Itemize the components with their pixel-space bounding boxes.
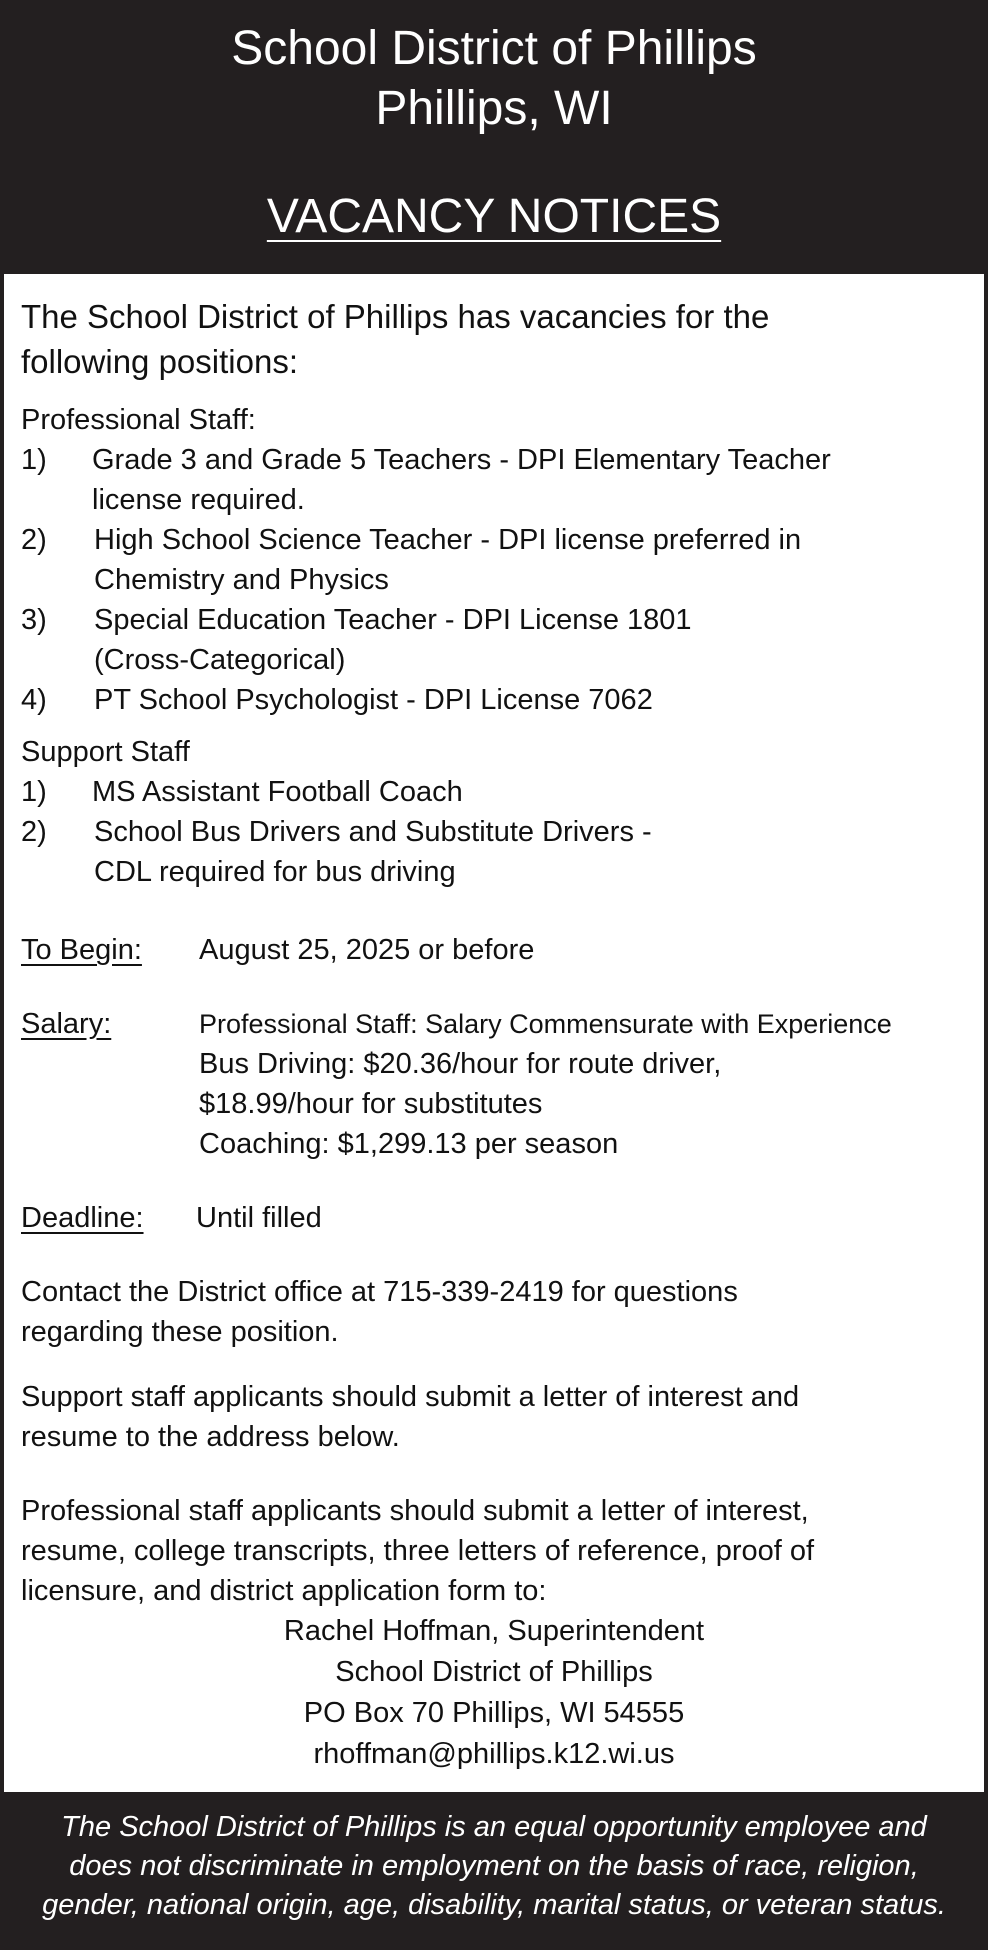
professional-item-number: 4) (21, 684, 47, 716)
salary-line: $18.99/hour for substitutes (199, 1088, 543, 1120)
salary-line: Coaching: $1,299.13 per season (199, 1128, 619, 1160)
footer-line-3: gender, national origin, age, disability, marital status, or veteran status. (42, 1889, 946, 1921)
intro-line-1: The School District of Phillips has vacancies for the (21, 298, 770, 335)
support-staff-heading: Support Staff (21, 736, 190, 768)
professional-item-number: 1) (21, 444, 47, 476)
equal-opportunity-statement (0, 1808, 988, 1925)
address-email: rhoffman@phillips.k12.wi.us (313, 1738, 675, 1770)
professional-item-number: 2) (21, 524, 47, 556)
begin-value: August 25, 2025 or before (199, 934, 535, 966)
notice-body (4, 274, 984, 1792)
support-item-number: 2) (21, 816, 47, 848)
professional-apply-line-3: licensure, and district application form to: (21, 1575, 547, 1607)
address-name: Rachel Hoffman, Superintendent (283, 1615, 705, 1647)
contact-line-1: Contact the District office at 715-339-2419 for questions (21, 1276, 738, 1308)
salary-line: Bus Driving: $20.36/hour for route driver, (199, 1048, 722, 1080)
footer-line-2: does not discriminate in employment on the basis of race, religion, (69, 1850, 919, 1882)
support-apply-line-2: resume to the address below. (21, 1421, 400, 1453)
professional-item-number: 3) (21, 604, 47, 636)
professional-apply-line-1: Professional staff applicants should submit a letter of interest, (21, 1495, 809, 1527)
professional-item-text-cont: Chemistry and Physics (94, 564, 389, 596)
support-apply-line-1: Support staff applicants should submit a letter of interest and (21, 1381, 800, 1413)
begin-label: To Begin: (21, 934, 142, 966)
district-location: Phillips, WI (375, 82, 613, 135)
support-item-number: 1) (21, 776, 47, 808)
footer-line-1: The School District of Phillips is an equal opportunity employee and (61, 1811, 927, 1843)
intro-line-2: following positions: (21, 343, 298, 380)
notice-header (0, 0, 988, 270)
professional-apply-line-2: resume, college transcripts, three letters of reference, proof of (21, 1535, 815, 1567)
salary-line: Professional Staff: Salary Commensurate with Experience (199, 1009, 892, 1039)
address-street: PO Box 70 Phillips, WI 54555 (303, 1697, 685, 1729)
deadline-label: Deadline: (21, 1202, 144, 1234)
professional-item-text: Grade 3 and Grade 5 Teachers - DPI Elementary Teacher (92, 444, 831, 476)
professional-staff-heading: Professional Staff: (21, 404, 256, 436)
district-name: School District of Phillips (231, 22, 757, 75)
professional-item-text: High School Science Teacher - DPI license preferred in (94, 524, 802, 556)
professional-item-text: PT School Psychologist - DPI License 7062 (94, 684, 653, 716)
contact-line-2: regarding these position. (21, 1316, 339, 1348)
support-item-text: MS Assistant Football Coach (92, 776, 463, 808)
professional-item-text: Special Education Teacher - DPI License 1801 (94, 604, 692, 636)
support-item-text: School Bus Drivers and Substitute Drivers - (94, 816, 652, 848)
professional-item-text-cont: (Cross-Categorical) (94, 644, 346, 676)
deadline-value: Until filled (196, 1202, 322, 1234)
salary-label: Salary: (21, 1008, 112, 1040)
professional-item-text-cont: license required. (92, 484, 305, 516)
notice-title: VACANCY NOTICES (266, 190, 722, 243)
address-org: School District of Phillips (335, 1656, 653, 1688)
support-item-text-cont: CDL required for bus driving (94, 856, 456, 888)
